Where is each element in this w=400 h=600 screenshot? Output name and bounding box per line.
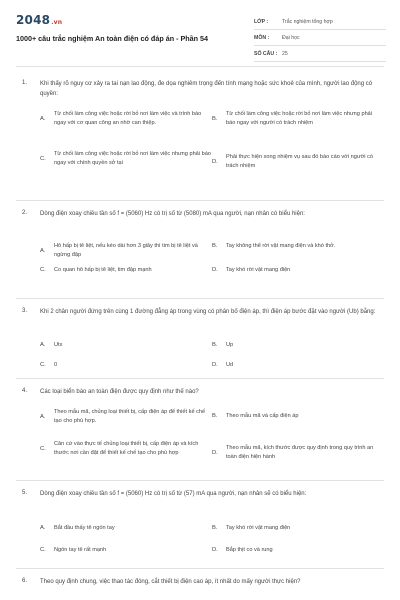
option-text: Từ chối làm công việc hoặc rời bỏ nơi làm việc nhưng phải báo ngay với chính quyền sở tại	[54, 151, 211, 167]
option-text: Theo mẫu mã, kích thước được quy định trong quy trình an toàn điện hiện hành	[226, 445, 374, 461]
question-number: 2.	[22, 210, 28, 216]
option-text: Tay không thể rời vật mang điện và khó thở.	[226, 243, 336, 249]
option-c[interactable]	[40, 361, 212, 370]
divider	[16, 298, 384, 299]
meta-value: Trắc nghiệm tổng hợp	[282, 18, 333, 25]
option-letter: D.	[212, 547, 218, 553]
divider	[16, 480, 384, 481]
option-a[interactable]	[40, 341, 212, 350]
option-c[interactable]	[40, 266, 212, 275]
option-text: Utx	[54, 342, 63, 348]
meta-table	[254, 14, 386, 62]
page-header	[0, 0, 400, 66]
meta-value: 25	[282, 50, 288, 57]
option-b[interactable]	[212, 524, 378, 533]
meta-row-subject	[254, 30, 386, 46]
option-a[interactable]	[40, 242, 212, 260]
option-text: Tay khó rời vật mang điện	[226, 267, 291, 273]
question-number: 3.	[22, 308, 28, 314]
option-text: Từ chối làm công việc hoặc rời bỏ nơi làm việc nhưng phải báo ngay với người có trách nhiệm	[226, 111, 373, 127]
option-b[interactable]	[212, 242, 378, 251]
option-text: Phải thực hiện xong nhiệm vụ sau đó báo cáo với người có trách nhiệm	[226, 154, 373, 170]
question-text: Theo quy định chung, việc thao tác đóng, cắt thiết bị điện cao áp, ít nhất do mấy người thực hiện?	[40, 579, 301, 585]
meta-label: LỚP :	[254, 18, 269, 25]
divider	[16, 568, 384, 569]
option-a[interactable]	[40, 524, 212, 533]
option-b[interactable]	[212, 341, 378, 350]
option-d[interactable]	[212, 444, 378, 462]
option-text: Co quan hô hấp bị tê liệt, tim đập mạnh	[54, 267, 152, 273]
logo-text: 2048	[16, 13, 51, 27]
meta-label: SỐ CÂU :	[254, 50, 278, 57]
question-number: 6.	[22, 578, 28, 584]
question-text: Khi 2 chân người đứng trên cùng 1 đường đẳng áp trong vùng có phân bố điện áp, thì điện áp bước đặt vào người (Ub) bằng:	[40, 309, 376, 315]
divider	[16, 200, 384, 201]
divider	[16, 378, 384, 379]
meta-label: MÔN :	[254, 34, 270, 41]
option-letter: A.	[40, 247, 46, 254]
question-text: Dòng điện xoay chiều tần số f = (5060) Hz có trị số từ (5080) mA qua người, nạn nhân có biểu hiện:	[40, 211, 305, 217]
logo-suffix: .vn	[51, 19, 63, 26]
option-text: Hô hấp bị tê liệt, nếu kéo dài hơn 3 giây thì tim bị tê liệt và ngừng đập	[54, 243, 198, 259]
page-title: 1000+ câu trắc nghiệm An toàn điện có đáp án - Phần 54	[16, 34, 209, 43]
option-letter: B.	[212, 243, 218, 249]
option-letter: C.	[40, 547, 46, 553]
option-a[interactable]	[40, 110, 212, 128]
site-logo[interactable]	[16, 13, 62, 27]
question-text: Khi thấy rõ nguy cơ xảy ra tai nạn lao động, đe dọa nghiêm trọng đến tính mạng hoặc sức khoẻ của mình, người lao động có quyền:	[40, 81, 373, 97]
question-text: Các loại biển báo an toàn điện được quy định như thế nào?	[40, 389, 199, 395]
option-c[interactable]	[40, 546, 212, 555]
option-letter: B.	[212, 342, 218, 348]
option-letter: A.	[40, 342, 46, 348]
meta-row-count	[254, 46, 386, 62]
option-letter: B.	[212, 413, 218, 419]
option-text: Bắp thịt co và rung	[226, 547, 273, 553]
option-d[interactable]	[212, 266, 378, 275]
option-letter: C.	[40, 445, 46, 452]
option-letter: C.	[40, 155, 46, 162]
option-d[interactable]	[212, 361, 378, 370]
option-letter: A.	[40, 525, 46, 531]
option-text: Theo mẫu mã, chủng loại thiết bị, cấp điện áp để thiết kế chế tạo cho phù hợp.	[54, 409, 206, 425]
option-letter: D.	[212, 362, 218, 368]
option-text: Theo mẫu mã và cấp điện áp	[226, 413, 299, 419]
question-number: 5.	[22, 490, 28, 496]
option-letter: B.	[212, 525, 218, 531]
option-d[interactable]	[212, 546, 378, 555]
divider	[16, 66, 384, 67]
option-letter: A.	[40, 115, 46, 122]
option-text: Tay khó rời vật mang điện	[226, 525, 291, 531]
option-letter: B.	[212, 115, 218, 122]
option-c[interactable]	[40, 150, 212, 168]
option-letter: D.	[212, 449, 218, 456]
option-text: Căn cứ vào thực tế chủng loại thiết bị, cấp điện áp và kích thước nơi cần đặt để thiết kế chế tạo cho phù hợp	[54, 441, 199, 457]
option-text: Bắt đầu thấy tê ngón tay	[54, 525, 115, 531]
option-letter: C.	[40, 267, 46, 273]
option-text: Up	[226, 342, 234, 348]
option-letter: D.	[212, 267, 218, 273]
option-b[interactable]	[212, 110, 378, 128]
option-a[interactable]	[40, 408, 212, 426]
option-text: 0	[54, 362, 58, 368]
option-letter: D.	[212, 158, 218, 165]
option-letter: A.	[40, 413, 46, 420]
meta-row-class	[254, 14, 386, 30]
option-text: Ud	[226, 362, 234, 368]
option-d[interactable]	[212, 153, 378, 171]
option-text: Từ chối làm công việc hoặc rời bỏ nơi làm việc và trình báo ngay với cơ quan công an nhờ can thiệp.	[54, 111, 202, 127]
question-text: Dòng điện xoay chiều tần số f = (5060) Hz có trị số từ (57) mA qua người, nạn nhân sẽ có biểu hiện:	[40, 491, 307, 497]
question-number: 4.	[22, 388, 28, 394]
option-text: Ngón tay tê rất mạnh	[54, 547, 107, 553]
option-c[interactable]	[40, 440, 212, 458]
option-letter: C.	[40, 362, 46, 368]
option-b[interactable]	[212, 412, 378, 421]
meta-value: Đại học	[282, 34, 300, 41]
question-number: 1.	[22, 80, 28, 86]
